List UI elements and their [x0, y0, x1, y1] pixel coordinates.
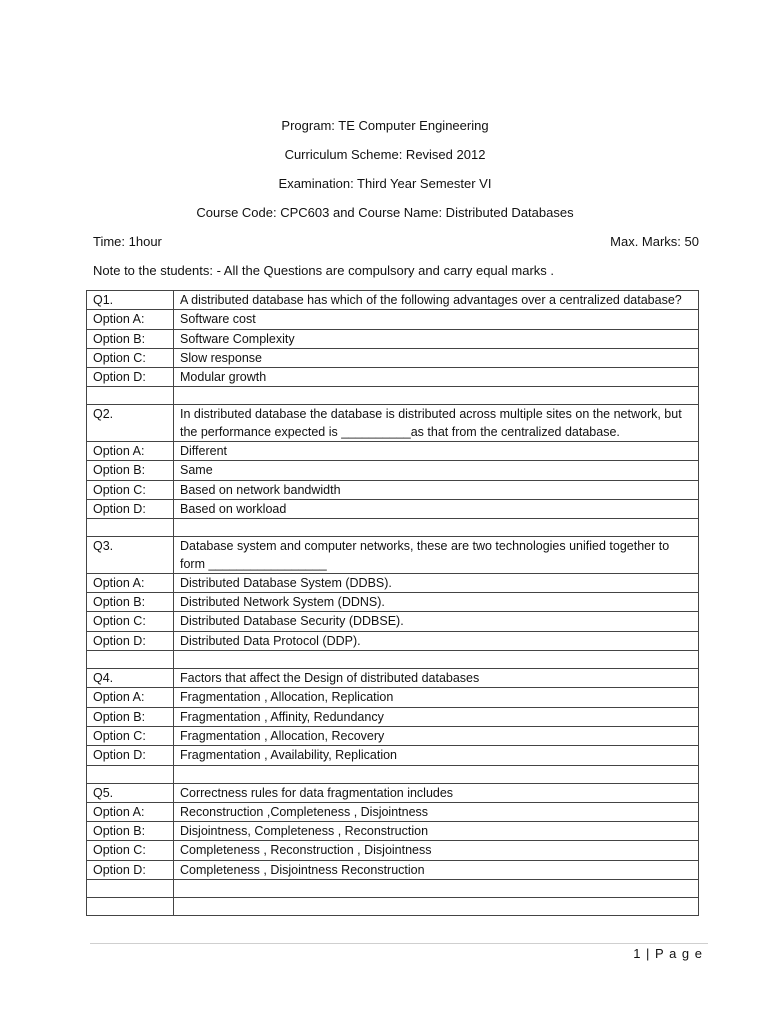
- table-row: [87, 612, 699, 631]
- table-row: [87, 860, 699, 879]
- row-text: Modular growth: [174, 368, 699, 387]
- row-label: [87, 898, 174, 916]
- row-text: [174, 519, 699, 537]
- row-text: Distributed Database Security (DDBSE).: [174, 612, 699, 631]
- row-text: Software cost: [174, 310, 699, 329]
- table-row: [87, 519, 699, 537]
- students-note: Note to the students: - All the Questions are compulsory and carry equal marks .: [93, 263, 554, 278]
- row-label: Q4.: [87, 669, 174, 688]
- row-text: Fragmentation , Affinity, Redundancy: [174, 707, 699, 726]
- row-label: Option B:: [87, 329, 174, 348]
- table-row: [87, 480, 699, 499]
- row-text: Distributed Database System (DDBS).: [174, 573, 699, 592]
- row-text: [174, 651, 699, 669]
- row-label: Option A:: [87, 802, 174, 821]
- row-label: Option A:: [87, 310, 174, 329]
- table-row: [87, 783, 699, 802]
- row-label: [87, 519, 174, 537]
- question-table: [86, 290, 699, 916]
- row-text: [174, 387, 699, 405]
- table-row: [87, 765, 699, 783]
- table-row: [87, 669, 699, 688]
- course-heading: Course Code: CPC603 and Course Name: Distributed Databases: [196, 205, 574, 220]
- row-label: Option B:: [87, 822, 174, 841]
- row-label: [87, 765, 174, 783]
- row-text: Disjointness, Completeness , Reconstruction: [174, 822, 699, 841]
- row-label: Option C:: [87, 612, 174, 631]
- row-label: Option B:: [87, 707, 174, 726]
- row-label: Option D:: [87, 860, 174, 879]
- table-row: [87, 573, 699, 592]
- table-row: [87, 822, 699, 841]
- row-text: Completeness , Reconstruction , Disjointness: [174, 841, 699, 860]
- table-row: [87, 291, 699, 310]
- row-text: [174, 880, 699, 898]
- row-text: Database system and computer networks, these are two technologies unified together to form _________________: [174, 537, 699, 574]
- row-label: Option D:: [87, 368, 174, 387]
- table-row: [87, 802, 699, 821]
- table-row: [87, 387, 699, 405]
- table-row: [87, 841, 699, 860]
- row-text: Distributed Data Protocol (DDP).: [174, 631, 699, 650]
- row-text: Reconstruction ,Completeness , Disjointness: [174, 802, 699, 821]
- row-label: Option C:: [87, 841, 174, 860]
- table-row: [87, 651, 699, 669]
- table-row: [87, 880, 699, 898]
- table-row: [87, 593, 699, 612]
- row-label: [87, 880, 174, 898]
- row-label: [87, 651, 174, 669]
- table-row: [87, 537, 699, 574]
- row-label: Option B:: [87, 593, 174, 612]
- row-text: Based on network bandwidth: [174, 480, 699, 499]
- table-row: [87, 707, 699, 726]
- row-text: Fragmentation , Availability, Replication: [174, 746, 699, 765]
- curriculum-heading: Curriculum Scheme: Revised 2012: [284, 147, 486, 162]
- row-label: Option D:: [87, 631, 174, 650]
- table-row: [87, 348, 699, 367]
- table-row: [87, 898, 699, 916]
- row-label: Option B:: [87, 461, 174, 480]
- row-text: Factors that affect the Design of distributed databases: [174, 669, 699, 688]
- row-text: Different: [174, 442, 699, 461]
- page-number: 1 | P a g e: [633, 946, 703, 961]
- table-row: [87, 368, 699, 387]
- table-row: [87, 310, 699, 329]
- table-row: [87, 461, 699, 480]
- row-text: Correctness rules for data fragmentation includes: [174, 783, 699, 802]
- table-row: [87, 442, 699, 461]
- row-text: Same: [174, 461, 699, 480]
- row-label: Q3.: [87, 537, 174, 574]
- row-label: [87, 387, 174, 405]
- table-row: [87, 688, 699, 707]
- table-row: [87, 631, 699, 650]
- row-text: Slow response: [174, 348, 699, 367]
- row-label: Q2.: [87, 405, 174, 442]
- table-row: [87, 746, 699, 765]
- row-text: Software Complexity: [174, 329, 699, 348]
- row-text: [174, 898, 699, 916]
- table-row: [87, 405, 699, 442]
- row-label: Option A:: [87, 688, 174, 707]
- row-text: Fragmentation , Allocation, Replication: [174, 688, 699, 707]
- row-text: In distributed database the database is distributed across multiple sites on the network, but the performance expected is __________as that from the centralized database.: [174, 405, 699, 442]
- row-label: Q1.: [87, 291, 174, 310]
- row-text: Distributed Network System (DDNS).: [174, 593, 699, 612]
- table-row: [87, 329, 699, 348]
- row-label: Option C:: [87, 726, 174, 745]
- row-text: Completeness , Disjointness Reconstruction: [174, 860, 699, 879]
- row-text: [174, 765, 699, 783]
- examination-heading: Examination: Third Year Semester VI: [278, 176, 492, 191]
- row-text: Based on workload: [174, 499, 699, 518]
- row-label: Option D:: [87, 499, 174, 518]
- max-marks-label: Max. Marks: 50: [610, 234, 699, 249]
- program-heading: Program: TE Computer Engineering: [281, 118, 489, 133]
- table-row: [87, 726, 699, 745]
- row-label: Q5.: [87, 783, 174, 802]
- row-label: Option D:: [87, 746, 174, 765]
- table-row: [87, 499, 699, 518]
- row-text: Fragmentation , Allocation, Recovery: [174, 726, 699, 745]
- row-text: A distributed database has which of the following advantages over a centralized database?: [174, 291, 699, 310]
- row-label: Option C:: [87, 480, 174, 499]
- row-label: Option C:: [87, 348, 174, 367]
- time-label: Time: 1hour: [93, 234, 162, 249]
- row-label: Option A:: [87, 442, 174, 461]
- footer-divider: [90, 943, 708, 944]
- row-label: Option A:: [87, 573, 174, 592]
